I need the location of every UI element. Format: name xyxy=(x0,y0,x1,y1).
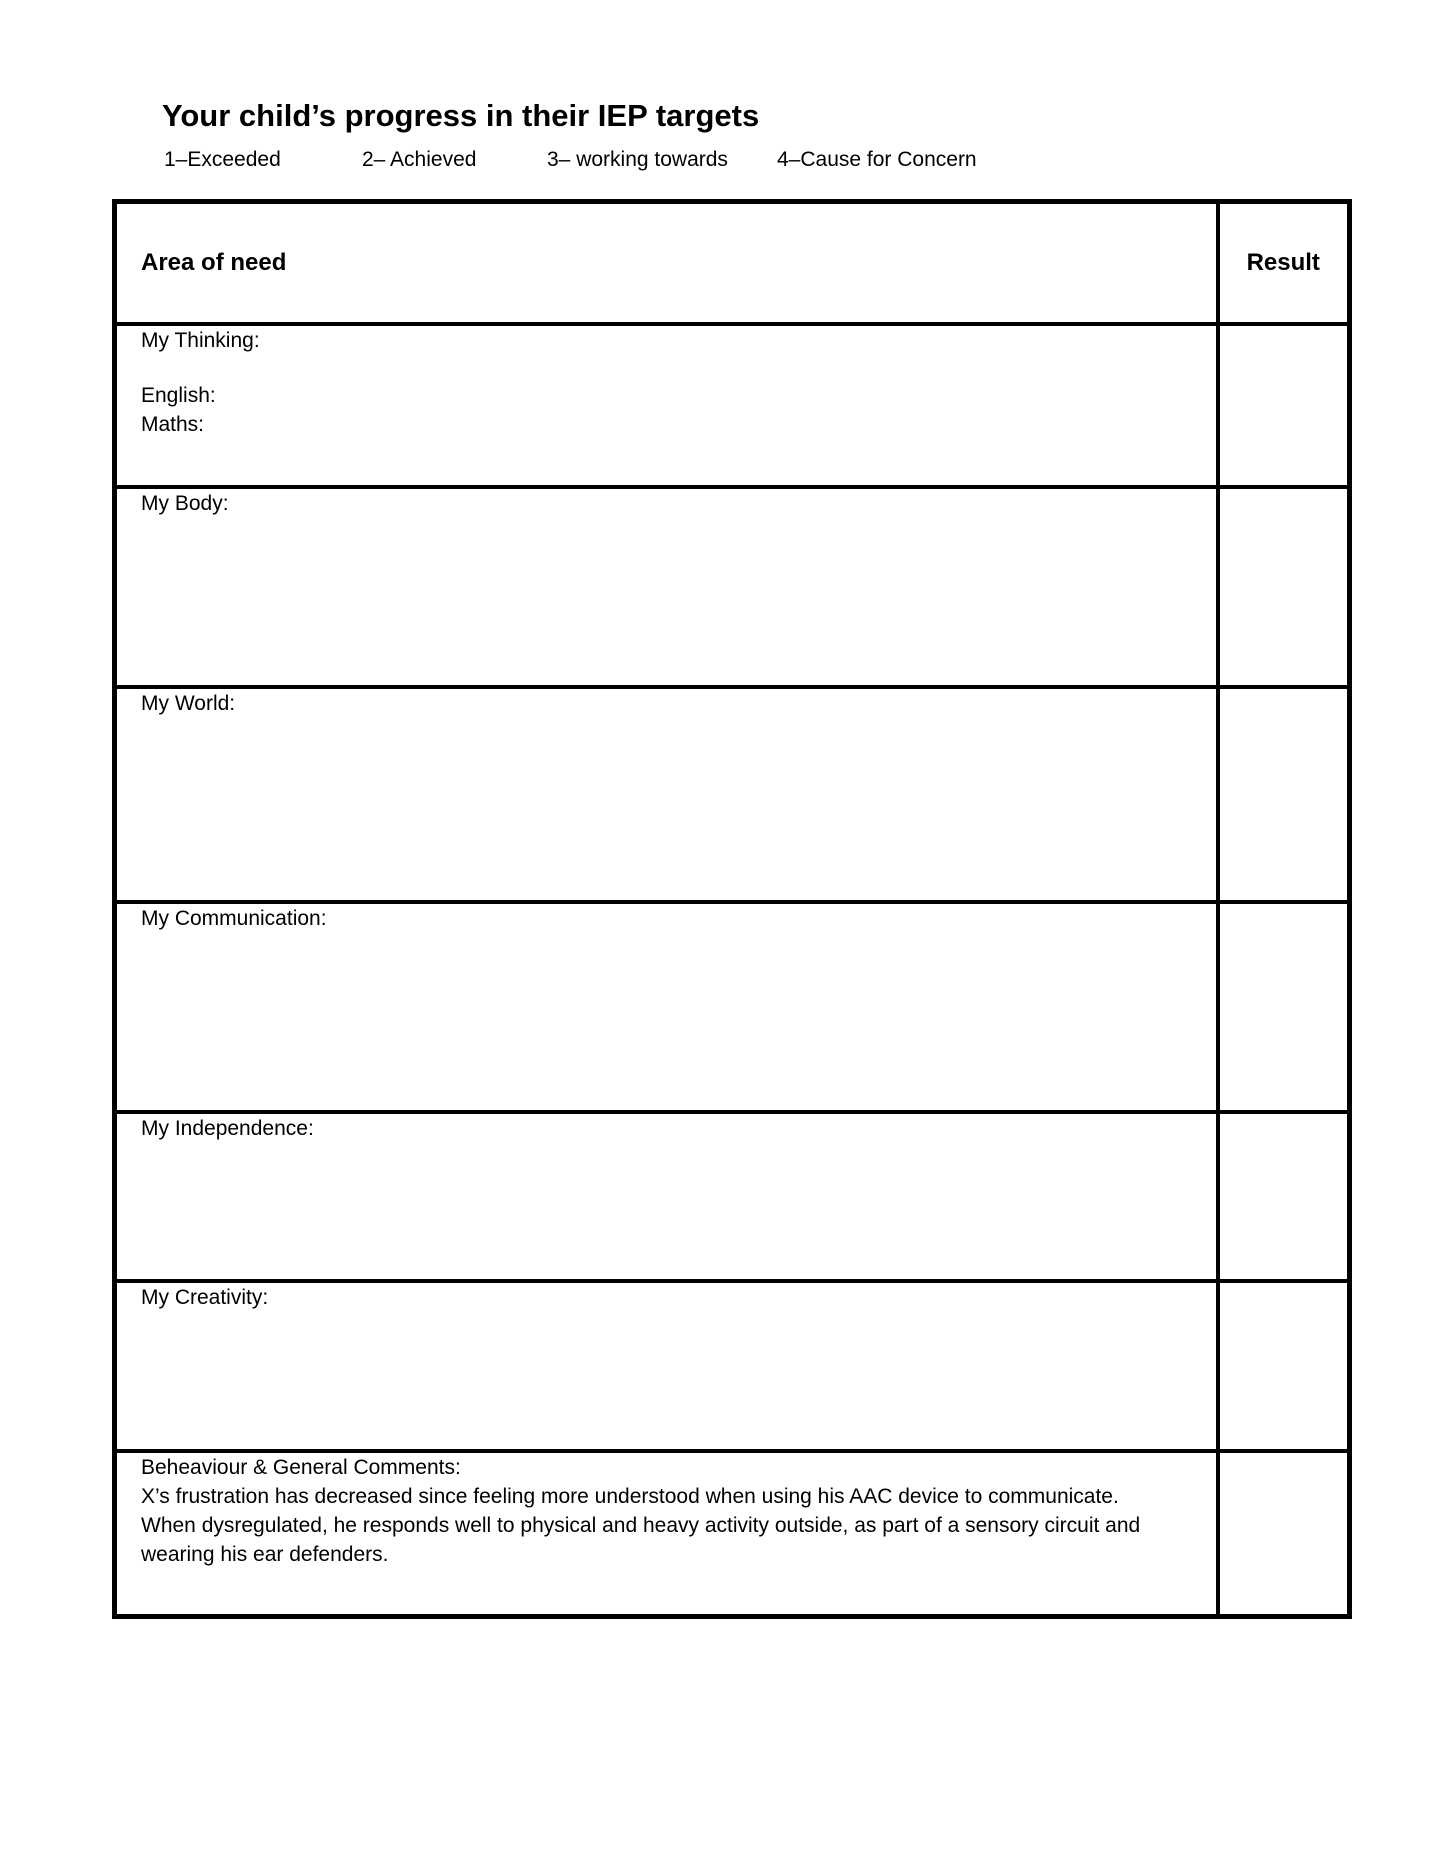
result-cell-behaviour-general-comments xyxy=(1218,1451,1350,1617)
legend-item-working-towards: 3– working towards xyxy=(547,148,728,171)
area-cell-my-independence xyxy=(115,1112,1218,1281)
area-cell-my-communication xyxy=(115,902,1218,1112)
row-label-my-thinking: My Thinking: xyxy=(141,328,260,352)
table-row-my-communication xyxy=(115,902,1350,1112)
area-cell-my-thinking xyxy=(115,324,1218,487)
row-label-my-body: My Body: xyxy=(141,491,229,515)
table-row-my-body xyxy=(115,487,1350,687)
row-label-my-communication: My Communication: xyxy=(141,906,327,930)
results-key-legend xyxy=(162,145,1347,175)
area-cell-behaviour-general-comments xyxy=(115,1451,1218,1617)
sub-label-english: English: xyxy=(141,383,216,407)
column-header-result: Result xyxy=(1218,202,1350,324)
area-cell-my-body xyxy=(115,487,1218,687)
result-cell-my-communication xyxy=(1218,902,1350,1112)
row-label-behaviour-general-comments: Beheaviour & General Comments: xyxy=(141,1455,461,1479)
result-cell-my-independence xyxy=(1218,1112,1350,1281)
table-header-row xyxy=(115,202,1350,324)
spacer xyxy=(141,355,1192,381)
row-label-my-creativity: My Creativity: xyxy=(141,1285,269,1309)
area-cell-my-world xyxy=(115,687,1218,902)
result-cell-my-world xyxy=(1218,687,1350,902)
table-row-behaviour-general-comments xyxy=(115,1451,1350,1617)
area-cell-my-creativity xyxy=(115,1281,1218,1451)
behaviour-comments-text: X’s frustration has decreased since feeling more understood when using his AAC device to communicate. When dysregulated, he responds well to physical and heavy activity outside, as part of a sensory circuit and wearing his ear defenders. xyxy=(141,1484,1141,1566)
table-row-my-creativity xyxy=(115,1281,1350,1451)
row-label-my-independence: My Independence: xyxy=(141,1116,314,1140)
result-cell-my-body xyxy=(1218,487,1350,687)
legend-item-achieved: 2– Achieved xyxy=(362,148,477,171)
column-header-area-of-need: Area of need xyxy=(115,202,1218,324)
sub-label-maths: Maths: xyxy=(141,412,205,436)
table-row-my-thinking xyxy=(115,324,1350,487)
table-row-my-world xyxy=(115,687,1350,902)
document-header xyxy=(162,98,1347,175)
table-row-my-independence xyxy=(115,1112,1350,1281)
iep-progress-table xyxy=(112,199,1352,1619)
legend-item-exceeded: 1–Exceeded xyxy=(164,148,281,171)
row-label-my-world: My World: xyxy=(141,691,236,715)
legend-item-cause-for-concern: 4–Cause for Concern xyxy=(777,148,977,171)
result-cell-my-thinking xyxy=(1218,324,1350,487)
page-title: Your child’s progress in their IEP targets xyxy=(162,98,760,133)
result-cell-my-creativity xyxy=(1218,1281,1350,1451)
